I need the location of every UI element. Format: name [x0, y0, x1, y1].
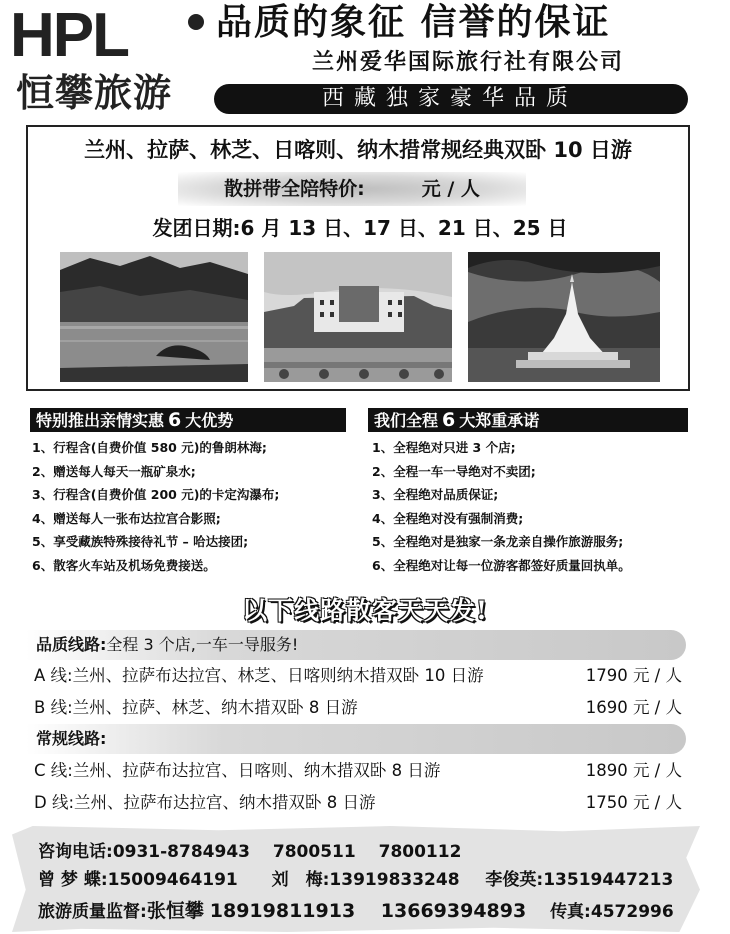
list-item: 2、赠送每人每天一瓶矿泉水; — [32, 463, 196, 479]
route-name: D 线:兰州、拉萨布达拉宫、纳木措双卧 8 日游 — [34, 793, 376, 812]
daily-departure-banner: 以下线路散客天天发! — [242, 596, 488, 625]
advantages-list — [32, 436, 362, 577]
list-item: 6、散客火车站及机场免费接送。 — [32, 557, 216, 573]
quality-supervision — [38, 897, 684, 925]
route-price: 1750 元 / 人 — [585, 793, 682, 812]
quality-lines-heading — [36, 630, 298, 660]
regular-lines-label: 常规线路: — [36, 729, 107, 748]
promises-header — [368, 408, 688, 432]
tagline: 西藏独家豪华品质 — [321, 86, 578, 111]
route-name: A 线:兰州、拉萨布达拉宫、林芝、日喀则纳木措双卧 10 日游 — [34, 666, 484, 685]
promises-title-pre: 我们全程 — [374, 411, 439, 430]
promises-number: 6 — [442, 409, 456, 431]
slogan: 品质的象征 信誉的保证 — [216, 1, 611, 43]
potala-palace-photo — [264, 252, 452, 382]
route-price: 1890 元 / 人 — [585, 761, 682, 780]
promises-list — [372, 436, 692, 577]
stupa-photo — [468, 252, 660, 382]
company-name: 兰州爱华国际旅行社有限公司 — [311, 50, 624, 75]
fax-label: 传真: — [550, 902, 591, 922]
logo-chinese-name: 恒攀旅游 — [16, 71, 173, 115]
person-1-phone: 15009464191 — [107, 870, 238, 890]
supervise-name: 张恒攀 — [146, 900, 204, 922]
route-line-b — [34, 693, 682, 723]
list-item: 4、全程绝对没有强制消费; — [372, 510, 524, 526]
price-label: 散拼带全陪特价: 元 / 人 — [224, 178, 480, 200]
consult-numbers: 0931-8784943 7800511 7800112 — [112, 842, 462, 862]
supervise-phones: 18919811913 13669394893 — [209, 900, 527, 922]
advantages-number: 6 — [168, 409, 182, 431]
logo: HPL — [10, 1, 128, 70]
stupa-photo-image — [468, 252, 660, 382]
list-item: 5、全程绝对是独家一条龙亲自操作旅游服务; — [372, 534, 624, 549]
route-line-d — [34, 788, 682, 818]
route-line-a — [34, 661, 682, 691]
list-item: 1、全程绝对只进 3 个店; — [372, 440, 516, 455]
person-3-phone: 13519447213 — [543, 870, 674, 890]
list-item: 5、享受藏族特殊接待礼节 – 哈达接团; — [32, 534, 249, 549]
fax-number: 4572996 — [590, 902, 674, 922]
route-title: 兰州、拉萨、林芝、日喀则、纳木措常规经典双卧 10 日游 — [84, 138, 632, 162]
route-name: B 线:兰州、拉萨、林芝、纳木措双卧 8 日游 — [34, 698, 358, 717]
person-1-label: 曾 梦 蝶: — [38, 870, 108, 890]
route-price: 1790 元 / 人 — [585, 666, 682, 685]
regular-lines-heading — [36, 724, 106, 754]
lake-photo — [60, 252, 248, 382]
quality-lines-desc: 全程 3 个店,一车一导服务! — [106, 635, 299, 654]
person-2-phone: 13919833248 — [329, 870, 460, 890]
departure-dates: 发团日期:6 月 13 日、17 日、21 日、25 日 — [152, 216, 568, 240]
route-name: C 线:兰州、拉萨布达拉宫、日喀则、纳木措双卧 8 日游 — [34, 761, 441, 780]
contact-persons — [38, 866, 684, 894]
quality-lines-label: 品质线路: — [36, 635, 107, 654]
list-item: 3、全程绝对品质保证; — [372, 487, 499, 502]
advantages-header — [30, 408, 346, 432]
promises-title-post: 大郑重承诺 — [459, 411, 540, 430]
supervise-label: 旅游质量监督: — [38, 902, 147, 922]
logo-dot-icon — [188, 14, 204, 30]
person-2-label: 刘 梅: — [271, 870, 330, 890]
advantages-title-post: 大优势 — [185, 411, 234, 430]
advantages-title-pre: 特别推出亲情实惠 — [36, 411, 165, 430]
potala-palace-photo-image — [264, 252, 452, 382]
consult-phones — [38, 838, 461, 866]
route-price: 1690 元 / 人 — [585, 698, 682, 717]
consult-label: 咨询电话: — [38, 842, 113, 862]
list-item: 1、行程含(自费价值 580 元)的鲁朗林海; — [32, 440, 267, 455]
list-item: 4、赠送每人一张布达拉宫合影照; — [32, 510, 221, 526]
list-item: 2、全程一车一导绝对不卖团; — [372, 463, 536, 479]
person-3-label: 李俊英: — [485, 870, 544, 890]
list-item: 6、全程绝对让每一位游客都签好质量回执单。 — [372, 557, 631, 573]
route-line-c — [34, 756, 682, 786]
lake-photo-image — [60, 252, 248, 382]
list-item: 3、行程含(自费价值 200 元)的卡定沟瀑布; — [32, 487, 280, 502]
regular-lines-bar — [26, 724, 686, 754]
